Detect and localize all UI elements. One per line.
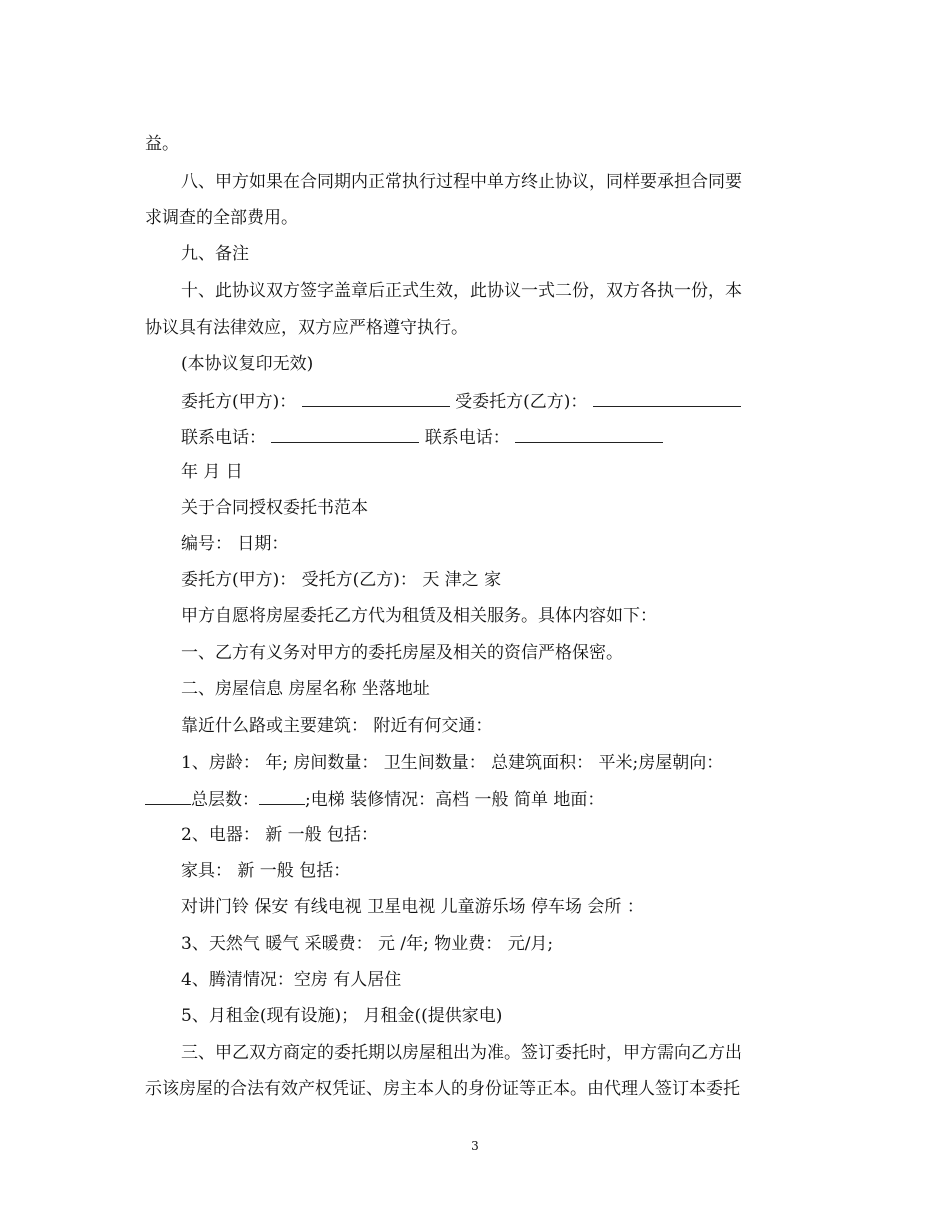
clause-ten-line-1: 十、此协议双方签字盖章后正式生效，此协议一式二份，双方各执一份，本 (181, 281, 742, 301)
vacancy-line: 4、腾清情况：空房 有人居住 (181, 970, 402, 990)
facilities-line: 对讲门铃 保安 有线电视 卫星电视 儿童游乐场 停车场 会所 ： (181, 897, 644, 917)
utilities-line: 3、天然气 暖气 采暖费： 元 /年; 物业费： 元/月; (181, 934, 554, 954)
client-signature-blank (302, 390, 450, 407)
parties-line: 委托方(甲方)： 受托方(乙方)： 天 津之 家 (181, 570, 502, 590)
client-phone-blank (271, 426, 419, 443)
item-one: 一、乙方有义务对甲方的委托房屋及相关的资信严格保密。 (181, 643, 623, 663)
clause-eight-line-2: 求调查的全部费用。 (145, 208, 298, 228)
agent-label: 受委托方(乙方)： (455, 392, 588, 412)
house-info-line-2 (145, 788, 805, 811)
date-line: 年 月 日 (181, 462, 243, 482)
rent-line: 5、月租金(现有设施)； 月租金((提供家电) (181, 1006, 503, 1026)
agent-phone-label: 联系电话： (424, 428, 510, 448)
client-label: 委托方(甲方)： (181, 392, 297, 412)
item-three-line-1: 三、甲乙双方商定的委托期以房屋租出为准。签订委托时，甲方需向乙方出 (181, 1043, 742, 1063)
clause-ten-line-2: 协议具有法律效应，双方应严格遵守执行。 (145, 318, 468, 338)
item-three-line-2: 示该房屋的合法有效产权凭证、房主本人的身份证等正本。由代理人签订本委托 (145, 1079, 740, 1099)
house-info-line-1: 1、房龄： 年; 房间数量： 卫生间数量： 总建筑面积： 平米;房屋朝向： (181, 753, 724, 773)
nearby-line: 靠近什么路或主要建筑： 附近有何交通： (181, 716, 493, 736)
orientation-blank (145, 788, 191, 805)
clause-eight-line-1: 八、甲方如果在合同期内正常执行过程中单方终止协议，同样要承担合同要 (181, 172, 742, 192)
agent-phone-blank (515, 426, 663, 443)
intro-line: 甲方自愿将房屋委托乙方代为租赁及相关服务。具体内容如下： (181, 606, 657, 626)
page-number: 3 (471, 1139, 479, 1153)
signature-line-phones (181, 426, 841, 449)
floors-blank (259, 788, 305, 805)
furniture-line: 家具： 新 一般 包括： (181, 861, 351, 881)
floors-label: 总层数： (191, 790, 259, 810)
copy-invalid-note: (本协议复印无效) (181, 354, 314, 374)
signature-line-parties (181, 390, 841, 413)
item-two: 二、房屋信息 房屋名称 坐落地址 (181, 679, 430, 699)
text-line-continuation: 益。 (145, 134, 179, 154)
number-date-line: 编号： 日期： (181, 534, 289, 554)
appliances-line: 2、电器： 新 一般 包括： (181, 825, 379, 845)
clause-nine: 九、备注 (181, 244, 249, 264)
section-title: 关于合同授权委托书范本 (181, 498, 368, 518)
agent-signature-blank (593, 390, 741, 407)
client-phone-label: 联系电话： (181, 428, 266, 448)
elevator-decoration-text: ;电梯 装修情况：高档 一般 简单 地面： (305, 790, 605, 810)
